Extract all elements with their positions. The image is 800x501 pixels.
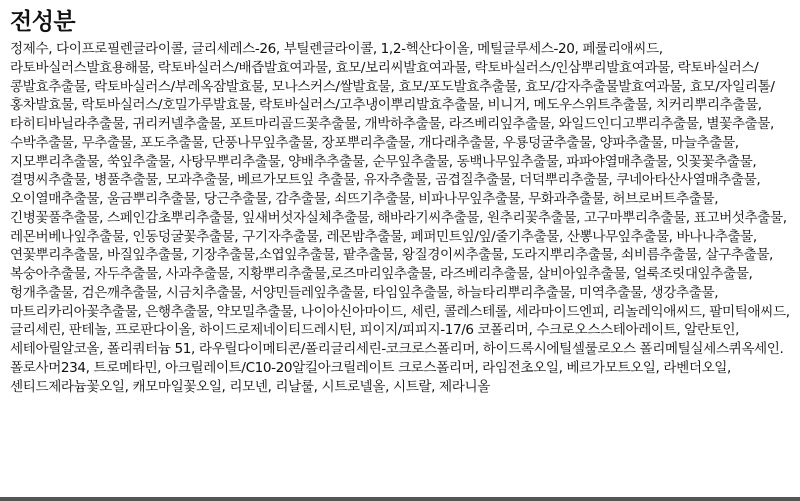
ingredients-list: 정제수, 다이프로필렌글라이콜, 글리세레스-26, 부틸렌글라이콜, 1,2-헥산다이올, 메틸글루세스-20, 페룰리애씨드, 라토바실러스발효용해물, 락토바실러스/배즙발효여과물, 효모/보리씨발효여과물, 락토바실러스/인삼뿌리발효여과물, 락토바실러스/콩발효추출물, 락토바실러스/부레옥잠발효물, 모나스커스/쌀발효물, 효모/포도발효추출물, 효모/감자추출물발효여과물, 효모/자일리톨/홍차발효물, 락토바실러스/호밀가루발효물, 락토바실러스/고추냉이뿌리발효추출물, 비니거, 메도우스위트추출물, 치커리뿌리추출물, 타히티바닐라추출물, 귀리커넬추출물, 포트마리골드꽃추출물, 개박하추출물, 라즈베리잎추출물, 와일드인디고뿌리추출물, 별꽃추출물, 수박추출물, 무추출물, 포도추출물, 단풍나무잎추출물, 장포뿌리추출물, 개다래추출물, 우룡덩굴추출물, 양파추출물, 마늘추출물, 지모뿌리추출물, 쑥잎추출물, 사탕무뿌리추출물, 양배추추출물, 순무잎추출물, 동백나무잎추출물, 파파야열매추출물, 잇꽃꽃추출물, 결명씨추출물, 병풀추출물, 모과추출물, 베르가모트잎 추출물, 유자추출물, 곰겹질추출물, 더덕뿌리추출물, 쿠네아타산사열매추출물, 오이열매추출물, 울금뿌리추출물, 당근추출물, 감추출물, 쇠뜨기추출물, 비파나무잎추출물, 무화과추출물, 허브로버트추출물, 긴병꽃풀추출물, 스페인감초뿌리추출물, 잎새버섯자실체추출물, 해바라기씨추출물, 원추리꽃추출물, 고구마뿌리추출물, 표고버섯추출물, 레몬버베나잎추출물, 인동덩굴꽃추출물, 구기자추출물, 레몬밤추출물, 페퍼민트잎/잎/줄기추출물, 산뽕나무잎추출물, 바나나추출물, 연꽃뿌리추출물, 바질잎추출물, 기장추출물,소엽잎추출물, 팥추출물, 왕질경이씨추출물, 도라지뿌리추출물, 쇠비름추출물, 살구추출물, 복숭아추출물, 자두추출물, 사과추출물, 지황뿌리추출물,로즈마리잎추출물, 라즈베리추출물, 살비아잎추출물, 얼룩조릿대잎추출물, 헝개추출물, 검은깨추출물, 시금치추출물, 서양민들레잎추출물, 타임잎추출물, 하늘타리뿌리추출물, 미역추출물, 생강추출물, 마트리카리아꽃추출물, 은행추출물, 약모밀추출물, 나이아신아마이드, 세린, 콜레스테롤, 세라마이드엔피, 리놀레익애씨드, 팔미틱애씨드, 글리세린, 판테놀, 프로판다이올, 하이드로제네이티드레시틴, 피이지/피피지-17/6 코폴리머, 수크로오스스테아레이트, 알란토인, 세테아릴알코올, 폴리쿼터늄 51, 라우릴다이메티콘/폴리글리세린-코크로스폴리머, 하이드록시에틸셀룰로오스 폴리메틸실세스퀴옥세인. 폴로사머234, 트로메타민, 아크릴레이트/C10-20알킬아크릴레이트 크로스폴리머, 라임전초오일, 베르가모트오일, 라벤더오일, 센티드제라늄꽃오일, 캐모마일꽃오일, 리모넨, 리날룰, 시트로넬올, 시트랄, 제라니올 [10, 41, 790, 395]
bottom-divider [0, 497, 800, 501]
ingredients-title: 전성분 [10, 9, 76, 35]
